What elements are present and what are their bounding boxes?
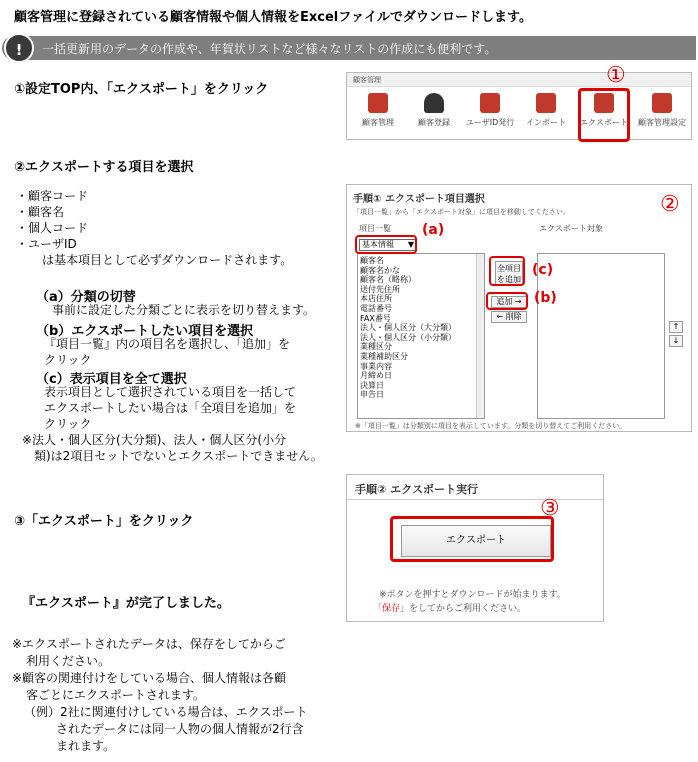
item-list-header: 項目一覧 bbox=[359, 224, 391, 233]
item-listbox[interactable] bbox=[357, 253, 485, 419]
a-title: （a）分類の切替 bbox=[36, 290, 136, 305]
id-card-icon bbox=[480, 93, 500, 113]
move-up-button[interactable]: ↑ bbox=[669, 321, 683, 333]
step2-heading: ②エクスポートする項目を選択 bbox=[14, 160, 194, 175]
panel1-desc: 「項目一覧」から「エクスポート対象」に項目を移動してください。 bbox=[353, 208, 570, 216]
add-all-button[interactable]: 全項目 を追加 bbox=[495, 261, 523, 285]
list-item[interactable]: 顧客名かな bbox=[360, 265, 400, 275]
export-run-button[interactable]: エクスポート bbox=[401, 525, 551, 557]
warning-note: ※法人・個人区分(大分類)、法人・個人区分(小分 類)は2項目セットでないとエクスポートできません。 bbox=[22, 433, 323, 463]
list-item[interactable]: 決算日 bbox=[360, 380, 384, 390]
panel-label: 顧客管理 bbox=[353, 76, 381, 84]
settings-top-panel bbox=[346, 72, 692, 140]
c-text: 表示項目として選択されている項目を一括して エクスポートしたい場合は「全項目を追加」を クリック bbox=[44, 385, 297, 431]
person-icon bbox=[424, 93, 444, 113]
list-item[interactable]: 業種補助区分 bbox=[360, 351, 408, 361]
c-title: （c）表示項目を全て選択 bbox=[36, 372, 187, 387]
select-highlight bbox=[355, 235, 417, 254]
b-title: （b）エクスポートしたい項目を選択 bbox=[36, 324, 254, 339]
step-marker-2: ② bbox=[660, 192, 680, 217]
label-b: (b) bbox=[534, 290, 557, 306]
completion-text: 『エクスポート』が完了しました。 bbox=[22, 596, 230, 611]
list-item[interactable]: 月締め日 bbox=[360, 371, 392, 381]
add-highlight bbox=[486, 292, 528, 310]
list-item[interactable]: FAX番号 bbox=[360, 313, 391, 323]
step-marker-3: ③ bbox=[540, 496, 560, 521]
footer-notes: ※エクスポートされたデータは、保存をしてからご 利用ください。 ※顧客の関連付けをしている場合、個人情報は各顧 客ごとにエクスポートされます。 （例）2社に関連付けしている場合は、エクスポート されたデータには同一人物の個人情報が2行含 まれます。 bbox=[12, 637, 308, 753]
customer-manage-button[interactable]: 顧客管理 bbox=[349, 87, 407, 128]
export-button[interactable]: エクスポート bbox=[575, 87, 633, 128]
list-item[interactable]: 法人・個人区分（大分類） bbox=[360, 323, 456, 333]
list-item[interactable]: 本店住所 bbox=[360, 294, 392, 304]
import-button[interactable]: インポート bbox=[517, 87, 575, 128]
list-item[interactable]: 顧客名 bbox=[360, 256, 384, 265]
scrollbar[interactable] bbox=[476, 254, 484, 418]
exclamation-icon: ! bbox=[4, 33, 34, 63]
base-item-list: ・顧客コード ・顧客名 ・個人コード ・ユーザID は基本項目として必ずダウンロードされます。 bbox=[16, 189, 293, 267]
list-item[interactable]: 顧客名（略称） bbox=[360, 275, 416, 285]
export-note-2: 「保存」をしてからご利用ください。 bbox=[373, 604, 527, 614]
add-button[interactable]: 追加 → bbox=[491, 296, 527, 308]
settings-icon bbox=[652, 93, 672, 113]
export-target-header: エクスポート対象 bbox=[539, 224, 603, 233]
move-down-button[interactable]: ↓ bbox=[669, 335, 683, 347]
user-id-issue-button[interactable]: ユーザID発行 bbox=[461, 87, 519, 128]
tip-text: 一括更新用のデータの作成や、年賀状リストなど様々なリストの作成にも便利です。 bbox=[42, 42, 497, 56]
customer-register-button[interactable]: 顧客登録 bbox=[405, 87, 463, 128]
database-icon bbox=[368, 93, 388, 113]
label-a: (a) bbox=[422, 222, 445, 238]
list-item[interactable]: 送付先住所 bbox=[360, 284, 400, 294]
label-c: (c) bbox=[532, 262, 554, 278]
step-marker-1: ① bbox=[606, 63, 626, 88]
list-item[interactable]: 事業内容 bbox=[360, 361, 392, 371]
add-all-highlight bbox=[489, 256, 525, 286]
panel1-footer: ※「項目一覧」は分類別に項目を表示しています。分類を切り替えてご利用ください。 bbox=[355, 422, 627, 430]
remove-button[interactable]: ← 削除 bbox=[491, 311, 527, 323]
category-select[interactable]: 基本情報 ▼ bbox=[359, 239, 417, 251]
step3-heading: ③「エクスポート」をクリック bbox=[14, 514, 194, 529]
list-item[interactable]: 法人・個人区分（小分類） bbox=[360, 332, 456, 342]
import-icon bbox=[536, 93, 556, 113]
list-item[interactable]: 申告日 bbox=[360, 390, 384, 400]
export-target-listbox[interactable] bbox=[537, 253, 665, 419]
customer-settings-button[interactable]: 顧客管理設定 bbox=[633, 87, 691, 128]
export-highlight bbox=[578, 88, 630, 142]
chevron-down-icon: ▼ bbox=[407, 240, 414, 249]
step1-heading: ①設定TOP内、「エクスポート」をクリック bbox=[14, 82, 269, 97]
list-item[interactable]: 電話番号 bbox=[360, 303, 392, 313]
export-note-1: ※ボタンを押すとダウンロードが始まります。 bbox=[379, 590, 566, 600]
list-item[interactable]: 業種区分 bbox=[360, 342, 392, 352]
b-text: 『項目一覧』内の項目名を選択し、「追加」を クリック bbox=[44, 337, 291, 367]
a-text: 事前に設定した分類ごとに表示を切り替えます。 bbox=[52, 303, 316, 317]
tip-banner bbox=[2, 36, 696, 60]
panel2-title: 手順② エクスポート実行 bbox=[355, 483, 479, 496]
export-run-highlight bbox=[390, 516, 554, 562]
page-title: 顧客管理に登録されている顧客情報や個人情報をExcelファイルでダウンロードします。 bbox=[14, 10, 532, 25]
panel1-title: 手順① エクスポート項目選択 bbox=[353, 194, 485, 205]
